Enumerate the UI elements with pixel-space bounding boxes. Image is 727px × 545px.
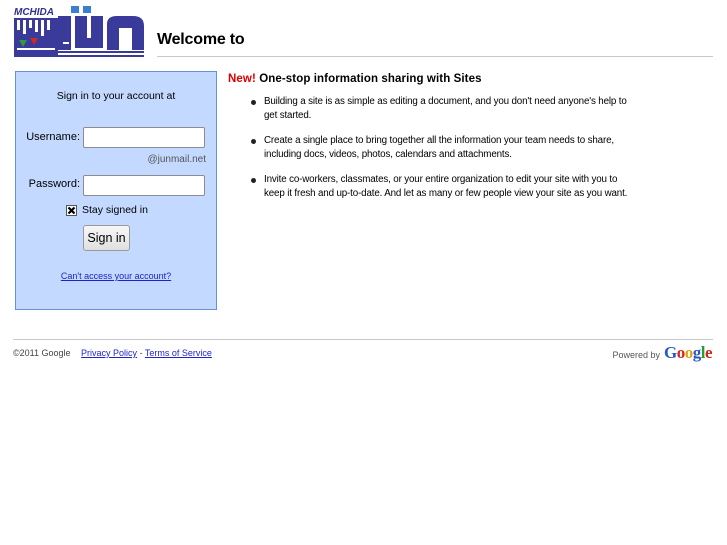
powered-by [612,343,712,363]
signin-panel [15,71,217,310]
google-letter: o [676,343,685,362]
site-logo [13,4,144,59]
promo-bullet [228,95,640,123]
footer-links [13,348,212,358]
promo-heading [228,73,648,85]
google-letter: g [692,343,701,362]
promo-bullet-text: Building a site is as simple as editing a document, and you don't need anyone's help to get started. [264,96,627,121]
signin-title: Sign in to your account at [56,90,176,102]
sites-promo [228,73,648,212]
terms-of-service-link[interactable]: Terms of Service [144,348,212,358]
svg-text:MCHIDA: MCHIDA [14,7,54,18]
password-label: Password: [28,178,80,190]
promo-bullet-list [228,95,648,201]
header-divider [157,56,713,57]
google-letter: o [684,343,693,362]
sign-in-button[interactable]: Sign in [83,225,130,251]
google-letter: e [704,343,712,362]
page-title: Welcome to [157,31,245,48]
google-letter: l [700,343,705,362]
stay-signed-in-row [66,204,148,216]
password-input[interactable] [83,175,205,196]
promo-bullet-text: Create a single place to bring together all the information your team needs to share, including docs, videos, photos, calendars and attachments. [264,135,614,160]
footer-separator: - [139,348,143,358]
bullet-icon [251,100,256,105]
promo-title: One-stop information sharing with Sites [259,73,482,85]
google-letter: G [663,343,677,362]
bullet-icon [251,178,256,183]
new-badge: New! [228,73,256,85]
stay-signed-in-checkbox[interactable] [66,205,77,216]
copyright-text: ©2011 Google [13,348,71,358]
cant-access-account-link[interactable]: Can't access your account? [60,271,172,281]
promo-bullet [228,173,640,201]
powered-by-text: Powered by [612,349,660,360]
promo-bullet-text: Invite co-workers, classmates, or your entire organization to edit your site with you to keep it fresh and up-to-date. And let as many or few people view your site as you want. [264,174,628,199]
username-label: Username: [26,131,80,143]
promo-bullet [228,134,640,162]
privacy-policy-link[interactable]: Privacy Policy [81,348,138,358]
checkmark-x-icon [67,206,76,215]
stay-signed-in-label: Stay signed in [82,204,148,216]
footer-divider [13,339,713,340]
logo-icon [13,4,144,59]
page-header [0,0,727,62]
domain-hint: @junmail.net [147,154,206,165]
username-input[interactable] [83,127,205,148]
bullet-icon [251,139,256,144]
google-logo [664,343,712,363]
